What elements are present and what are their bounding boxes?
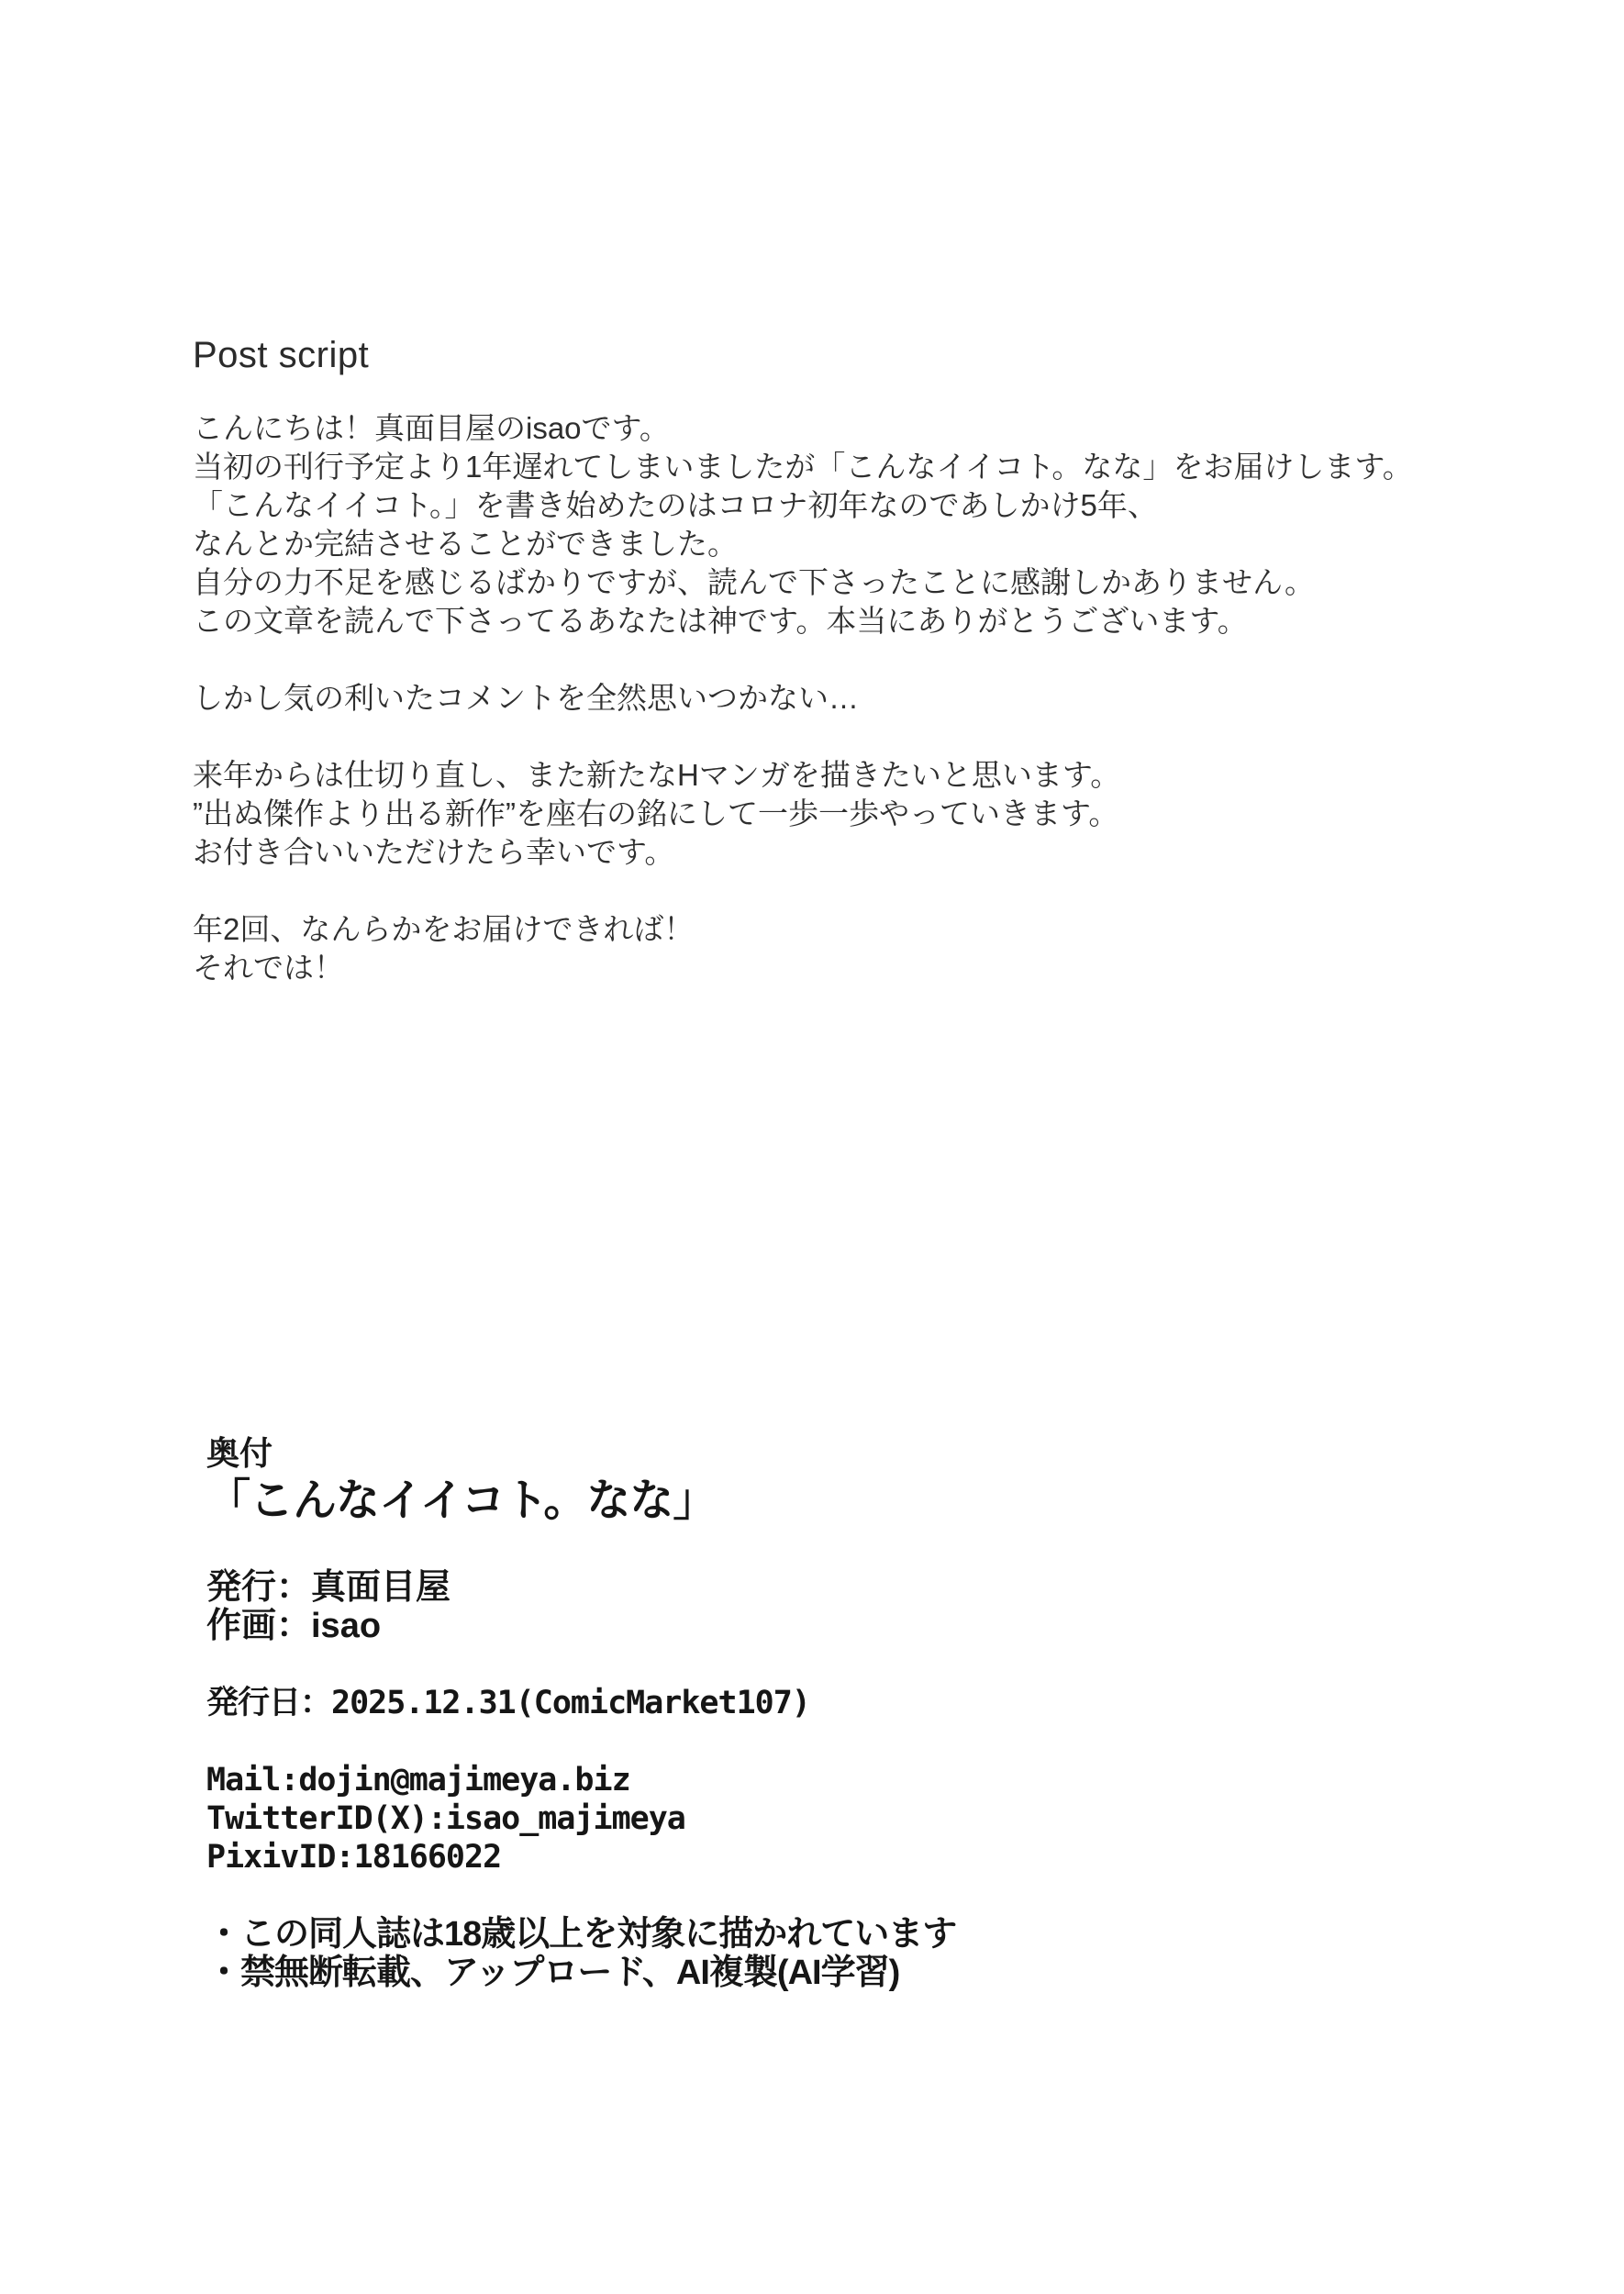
- paragraph-gap: [193, 640, 1514, 679]
- colophon-gap: [206, 1876, 1491, 1915]
- postscript-line: 自分の力不足を感じるばかりですが、読んで下さったことに感謝しかありません。: [193, 565, 1315, 599]
- postscript-line: 「こんなイイコト。」を書き始めたのはコロナ初年なのであしかけ5年、: [193, 488, 1158, 522]
- colophon-gap: [206, 1530, 1491, 1568]
- artist-line: 作画：isao: [206, 1607, 382, 1645]
- doujin-title: 「こんなイイコト。なな」: [206, 1476, 717, 1525]
- paragraph-gap: [193, 718, 1514, 756]
- twitter-line: TwitterID(X):isao_majimeya: [206, 1800, 685, 1837]
- publish-date-line: 発行日：2025.12.31(ComicMarket107): [206, 1685, 810, 1721]
- paragraph-gap: [193, 872, 1514, 910]
- postscript-line: それでは！: [193, 951, 344, 985]
- publisher-line: 発行：真面目屋: [206, 1568, 451, 1607]
- postscript-line: 年2回、なんらかをお届けできれば！: [193, 912, 695, 946]
- postscript-body: [193, 409, 1514, 987]
- postscript-line: なんとか完結させることができました。: [193, 527, 738, 561]
- postscript-line: 来年からは仕切り直し、また新たなHマンガを描きたいと思います。: [193, 758, 1121, 792]
- pixiv-line: PixivID:18166022: [206, 1839, 502, 1876]
- postscript-line: しかし気の利いたコメントを全然思いつかない…: [193, 681, 859, 715]
- notice-line: ・この同人誌は18歳以上を対象に描かれています: [206, 1915, 957, 1954]
- postscript-line: こんにちは！真面目屋のisaoです。: [193, 411, 670, 445]
- postscript-heading: Post script: [193, 335, 370, 375]
- mail-line: Mail:dojin@majimeya.biz: [206, 1762, 630, 1798]
- postscript-line: 当初の刊行予定より1年遅れてしまいましたが「こんなイイコト。なな」をお届けします。: [193, 450, 1413, 484]
- colophon-gap: [206, 1722, 1491, 1761]
- postscript-line: この文章を読んで下さってるあなたは神です。本当にありがとうございます。: [193, 604, 1248, 638]
- colophon-gap: [206, 1645, 1491, 1684]
- colophon: [206, 1434, 1491, 1992]
- notice-line: ・禁無断転載、アップロード、AI複製(AI学習): [206, 1954, 900, 1992]
- postscript-line: お付き合いいただけたら幸いです。: [193, 835, 675, 869]
- postscript-line: ”出ぬ傑作より出る新作”を座右の銘にして一歩一歩やっていきます。: [193, 796, 1119, 830]
- colophon-label: 奥付: [206, 1434, 273, 1472]
